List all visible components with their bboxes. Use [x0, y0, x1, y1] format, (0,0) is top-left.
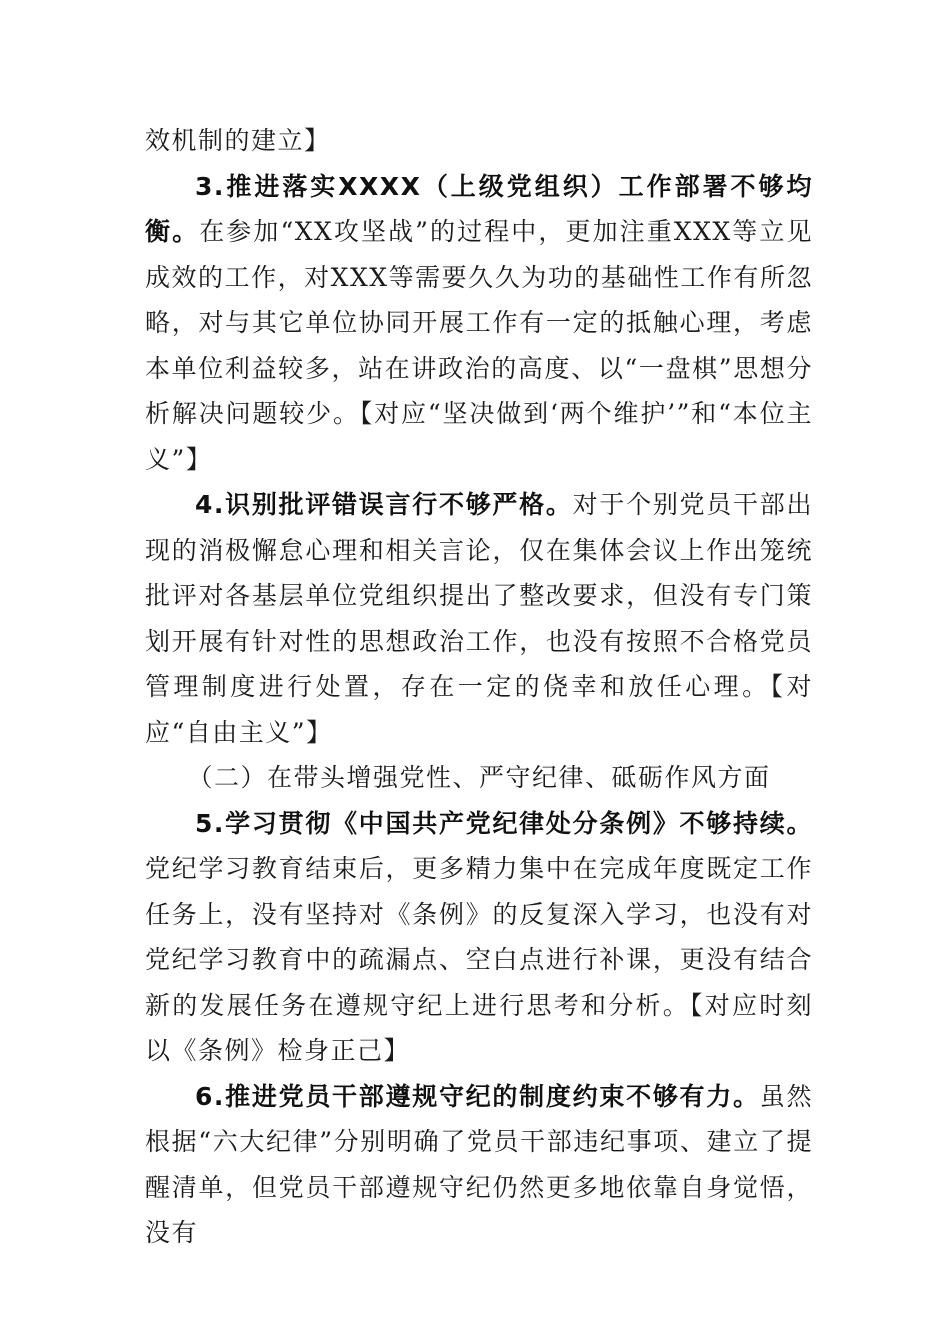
item-3-paragraph	[145, 164, 813, 483]
continuation-text: 效机制的建立】	[145, 126, 331, 155]
item-6-paragraph	[145, 1074, 813, 1256]
document-page	[145, 118, 813, 1256]
item-3-lead: 3.推进落实XXXX（上级党组织）工作部署不够均衡。	[145, 171, 813, 246]
item-3-body: 在参加“XX攻坚战”的过程中，更加注重XXX等立见成效的工作，对XXX等需要久久为功的基础性工作有所忽略，对与其它单位协同开展工作有一定的抵触心理，考虑本单位利益较多，站在讲政治的高度、以“一盘棋”思想分析解决问题较少。【对应“坚决做到‘两个维护’”和“本位主义”】	[145, 217, 813, 474]
item-6-body: 虽然根据“六大纪律”分别明确了党员干部违纪事项、建立了提醒清单，但党员干部遵规守纪仍然更多地依靠自身觉悟，没有	[145, 1081, 813, 1247]
item-4-lead: 4.识别批评错误言行不够严格。	[195, 490, 573, 519]
item-4-body: 对于个别党员干部出现的消极懈怠心理和相关言论，仅在集体会议上作出笼统批评对各基层单位党组织提出了整改要求，但没有专门策划开展有针对性的思想政治工作，也没有按照不合格党员管理制度进行处置，存在一定的侥幸和放任心理。【对应“自由主义”】	[145, 490, 813, 747]
item-5-lead: 5.学习贯彻《中国共产党纪律处分条例》不够持续。	[195, 808, 813, 838]
section-heading: （二）在带头增强党性、严守纪律、砥砺作风方面	[187, 763, 771, 792]
item-4-paragraph	[145, 482, 813, 755]
item-6-lead: 6.推进党员干部遵规守纪的制度约束不够有力。	[195, 1081, 760, 1111]
item-5-body: 党纪学习教育结束后，更多精力集中在完成年度既定工作任务上，没有坚持对《条例》的反复深入学习，也没有对党纪学习教育中的疏漏点、空白点进行补课，更没有结合新的发展任务在遵规守纪上进行思考和分析。【对应时刻以《条例》检身正己】	[145, 854, 813, 1065]
item-5-paragraph	[145, 801, 813, 1074]
